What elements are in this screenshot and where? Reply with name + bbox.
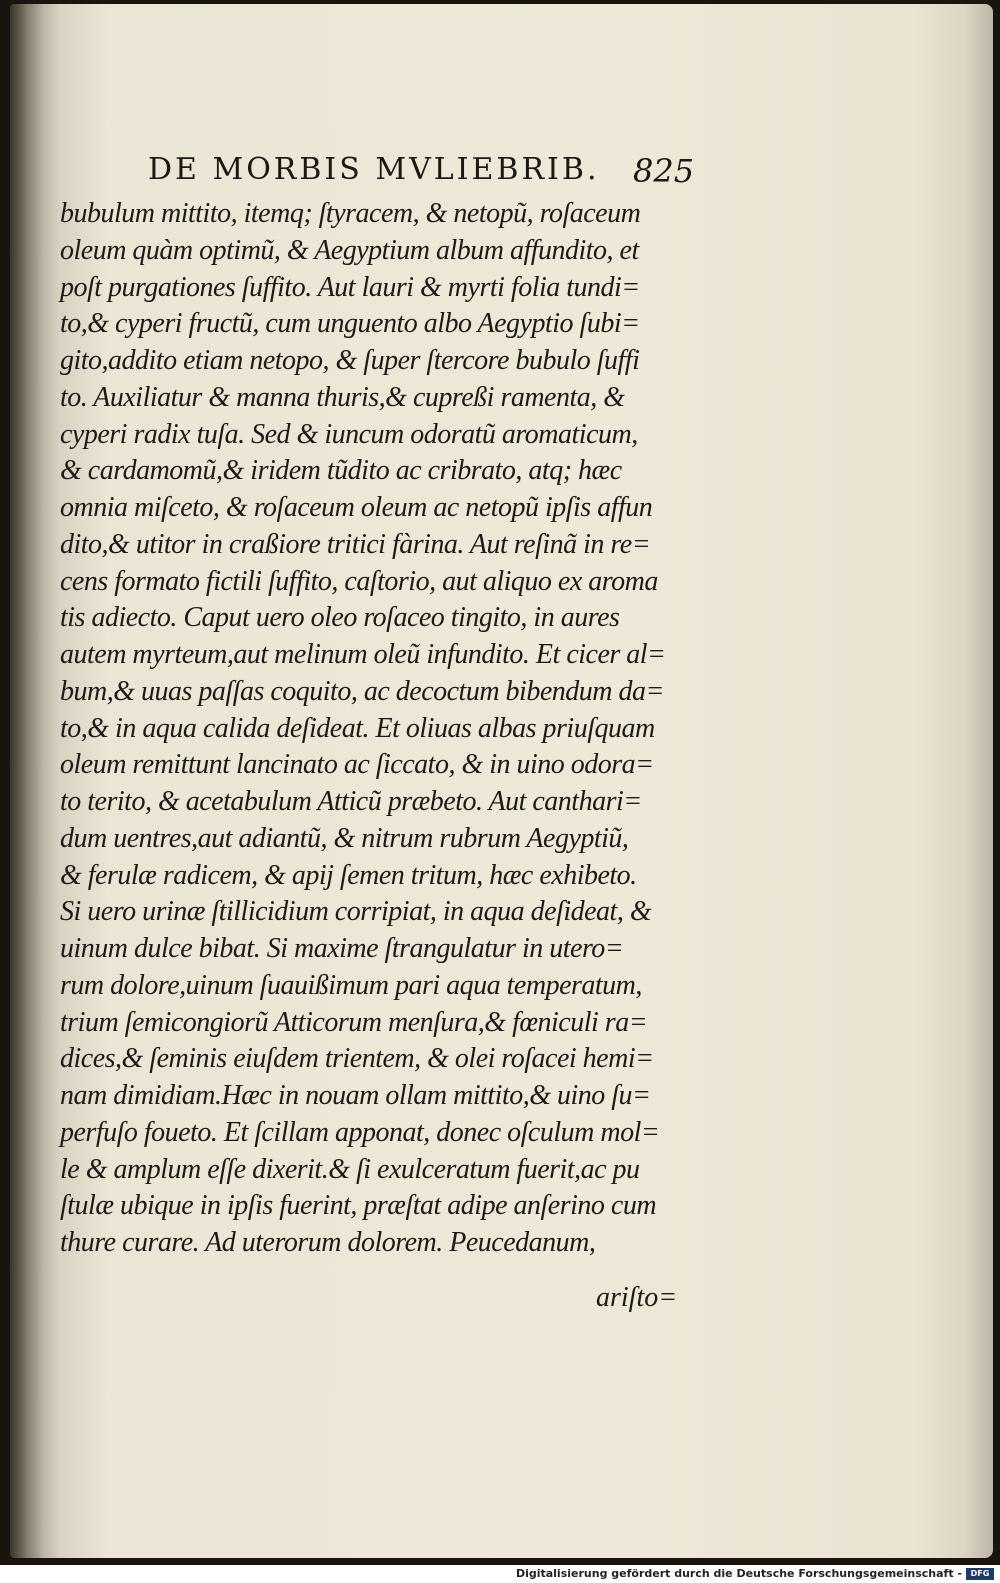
text-line: rum dolore,uinum ſuauißimum pari aqua temperatum, xyxy=(60,969,642,1001)
text-line: cens formato fictili ſuffito, caſtorio, aut aliquo ex aroma xyxy=(60,565,658,597)
page-number: 825 xyxy=(633,152,695,190)
text-line: ſtulæ ubique in ipſis fuerint, præſtat adipe anſerino cum xyxy=(60,1190,657,1222)
text-line: thure curare. Ad uterorum dolorem. Peucedanum, xyxy=(60,1227,596,1258)
text-line: to. Auxiliatur & manna thuris,& cupreßi ramenta, & xyxy=(60,381,625,413)
text-line: tis adiecto. Caput uero oleo roſaceo tingito, in aures xyxy=(60,602,620,634)
text-line: cyperi radix tuſa. Sed & iuncum odoratũ aromaticum, xyxy=(60,418,638,450)
text-line: & cardamomũ,& iridem tũdito ac cribrato, atq; hæc xyxy=(60,455,622,487)
text-line: Si uero urinæ ſtillicidium corripiat, in aqua deſideat, & xyxy=(60,896,652,928)
body-text xyxy=(60,196,710,1262)
text-line: to,& in aqua calida deſideat. Et oliuas albas priuſquam xyxy=(60,712,655,744)
text-line: omnia miſceto, & roſaceum oleum ac netopũ ipſis affun xyxy=(60,492,653,523)
text-line: le & amplum eſſe dixerit.& ſi exulceratum fuerit,ac pu xyxy=(60,1153,640,1185)
running-head: DE MORBIS MVLIEBRIB. xyxy=(148,152,600,187)
text-line: dices,& ſeminis eiuſdem trientem, & olei roſacei hemi= xyxy=(60,1043,654,1075)
text-line: dum uentres,aut adiantũ, & nitrum rubrum Aegyptiũ, xyxy=(60,822,629,854)
catchword: ariſto= xyxy=(596,1282,678,1313)
text-line: trium ſemicongiorũ Atticorum menſura,& fœniculi ra= xyxy=(60,1006,648,1038)
dfg-logo: DFG xyxy=(966,1568,994,1580)
text-line: uinum dulce bibat. Si maxime ſtrangulatur in utero= xyxy=(60,933,624,964)
text-line: gito,addito etiam netopo, & ſuper ſtercore bubulo ſuffi xyxy=(60,345,640,376)
text-line: perfuſo foueto. Et ſcillam apponat, donec oſculum mol= xyxy=(60,1116,660,1148)
text-line: dito,& utitor in craßiore tritici fàrina. Aut reſinã in re= xyxy=(60,528,651,560)
footer-bar xyxy=(0,1565,1000,1583)
text-line: to terito, & acetabulum Atticũ præbeto. Aut canthari= xyxy=(60,786,642,817)
text-line: bubulum mittito, itemq; ſtyracem, & netopũ, roſaceum xyxy=(60,198,641,229)
text-line: oleum remittunt lancinato ac ſiccato, & in uino odora= xyxy=(60,749,654,781)
text-line: autem myrteum,aut melinum oleũ infundito. Et cicer al= xyxy=(60,639,666,670)
text-line: oleum quàm optimũ, & Aegyptium album affundito, et xyxy=(60,234,639,266)
text-line: to,& cyperi fructũ, cum unguento albo Aegyptio ſubi= xyxy=(60,308,640,340)
text-line: bum,& uuas paſſas coquito, ac decoctum bibendum da= xyxy=(60,675,664,707)
text-line: poſt purgationes ſuffito. Aut lauri & myrti folia tundi= xyxy=(60,271,640,303)
text-line: nam dimidiam.Hæc in nouam ollam mittito,& uino ſu= xyxy=(60,1080,651,1111)
footer-credit: Digitalisierung gefördert durch die Deutsche Forschungsgemeinschaft - xyxy=(515,1567,962,1580)
text-line: & ferulæ radicem, & apij ſemen tritum, hæc exhibeto. xyxy=(60,859,637,891)
